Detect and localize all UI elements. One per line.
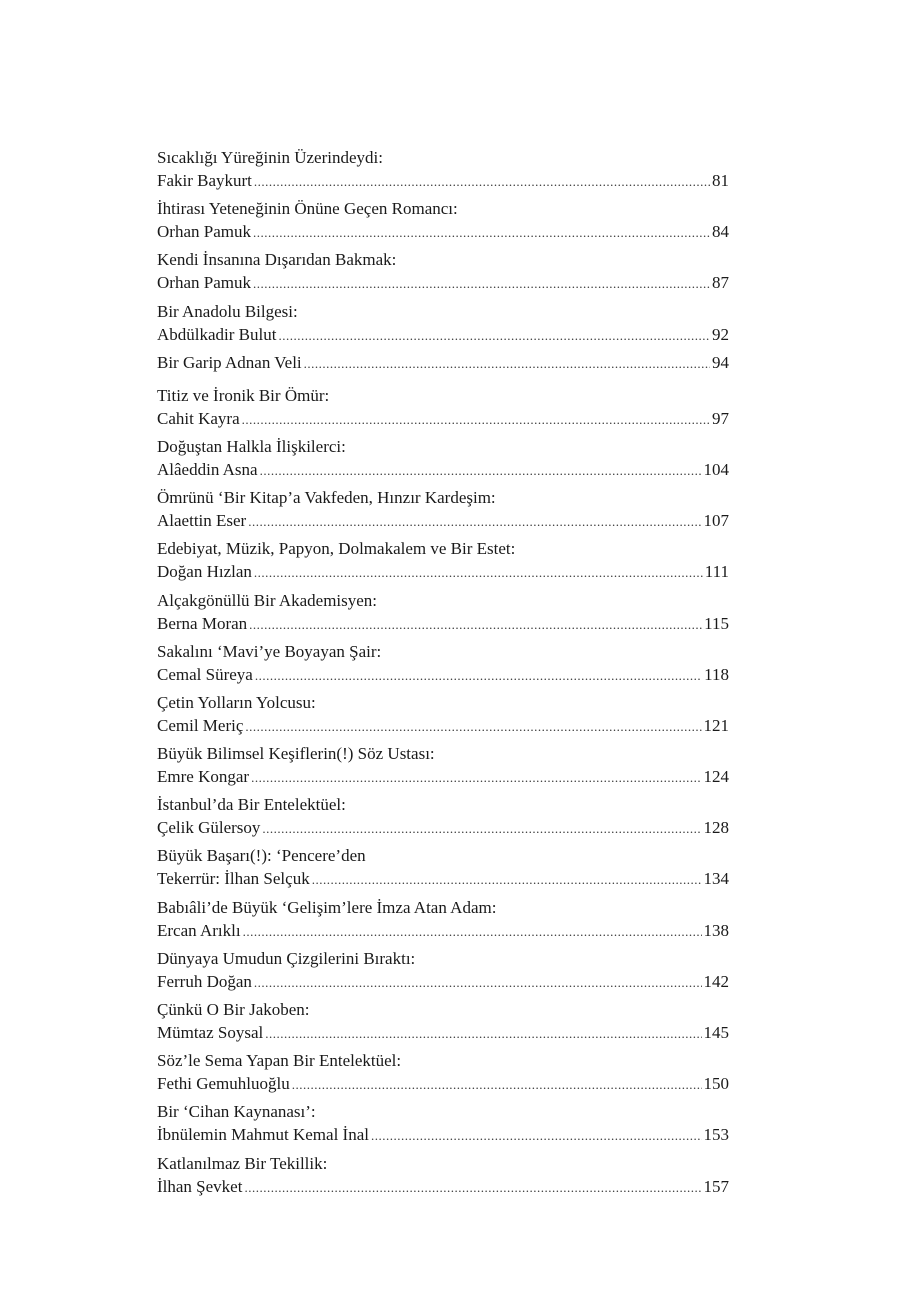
toc-entry-line: [157, 271, 729, 294]
toc-entry-line: [157, 714, 729, 737]
toc-entry-line: [157, 612, 729, 635]
toc-entry-author: Alâeddin Asna: [157, 459, 258, 479]
dot-leader: [254, 561, 703, 584]
toc-entry-line: [157, 509, 729, 532]
dot-leader: [253, 272, 710, 295]
toc-entry-title: Dünyaya Umudun Çizgilerini Bıraktı:: [157, 948, 416, 968]
toc-entry: [157, 844, 729, 890]
toc-entry-author: Emre Kongar: [157, 767, 250, 787]
toc-entry-line: [157, 351, 729, 374]
dot-leader: [260, 459, 702, 482]
toc-entry-title: Doğuştan Halkla İlişkilerci:: [157, 436, 346, 456]
toc-entry-line: [157, 765, 729, 788]
toc-entry-author: Ferruh Doğan: [157, 971, 252, 991]
toc-entry: [157, 896, 729, 942]
toc-entry: [157, 640, 729, 686]
toc-entry: [157, 742, 729, 788]
toc-entry-title: Büyük Bilimsel Keşiflerin(!) Söz Ustası:: [157, 744, 435, 764]
toc-entry-line: [157, 169, 729, 192]
toc-entry-line: [157, 663, 729, 686]
toc-entry-author: Çelik Gülersoy: [157, 818, 261, 838]
dot-leader: [312, 868, 702, 891]
toc-entry-line: [157, 458, 729, 481]
toc-entry-title: Kendi İnsanına Dışarıdan Bakmak:: [157, 250, 397, 270]
toc-entry-author: Alaettin Eser: [157, 511, 247, 531]
toc-entry-title: Çünkü O Bir Jakoben:: [157, 1000, 310, 1019]
toc-entry-title: Bir Anadolu Bilgesi:: [157, 301, 298, 321]
toc-entry: [157, 351, 729, 374]
toc-entry-title: Çetin Yolların Yolcusu:: [157, 692, 316, 712]
toc-entry-line: [157, 407, 729, 430]
toc-entry-page: 111: [704, 562, 729, 582]
table-of-contents: [157, 146, 729, 1203]
toc-entry: [157, 1049, 729, 1095]
toc-entry-page: 153: [703, 1125, 729, 1145]
dot-leader: [243, 920, 702, 943]
dot-leader: [254, 170, 710, 193]
toc-entry-author: Cahit Kayra: [157, 408, 240, 428]
toc-entry-title: Katlanılmaz Bir Tekillik:: [157, 1153, 328, 1173]
dot-leader: [255, 664, 702, 687]
toc-entry-author: Bir Garip Adnan Veli: [157, 352, 302, 372]
toc-entry-title: Alçakgönüllü Bir Akademisyen:: [157, 590, 378, 610]
toc-entry-author: İlhan Şevket: [157, 1176, 243, 1196]
toc-entry-page: 145: [703, 1023, 729, 1042]
toc-entry-page: 84: [712, 222, 729, 242]
toc-entry-author: Abdülkadir Bulut: [157, 324, 277, 344]
toc-entry-title: İhtirası Yeteneğinin Önüne Geçen Romancı:: [157, 199, 458, 219]
dot-leader: [248, 510, 701, 533]
dot-leader: [304, 352, 710, 375]
toc-entry-author: Berna Moran: [157, 613, 248, 633]
toc-entry-title: Titiz ve İronik Bir Ömür:: [157, 385, 330, 405]
toc-entry-title: Söz’le Sema Yapan Bir Entelektüel:: [157, 1051, 402, 1071]
toc-entry-line: [157, 220, 729, 243]
toc-entry: [157, 146, 729, 192]
toc-entry: [157, 486, 729, 532]
toc-entry: [157, 691, 729, 737]
toc-entry-line: [157, 867, 729, 890]
toc-entry: [157, 197, 729, 243]
toc-entry-page: 150: [703, 1074, 729, 1094]
toc-entry-line: [157, 1175, 729, 1198]
toc-entry-author: Fakir Baykurt: [157, 171, 252, 190]
toc-entry-title: İstanbul’da Bir Entelektüel:: [157, 795, 346, 815]
toc-entry-page: 124: [703, 767, 729, 787]
dot-leader: [251, 766, 701, 789]
toc-entry-page: 87: [712, 273, 729, 293]
toc-entry-title: Sakalını ‘Mavi’ye Boyayan Şair:: [157, 641, 382, 661]
toc-entry-author: Fethi Gemuhluoğlu: [157, 1074, 290, 1094]
toc-entry: [157, 947, 729, 993]
toc-entry-author: Orhan Pamuk: [157, 222, 251, 242]
toc-entry-page: 118: [704, 664, 729, 684]
toc-entry-page: 107: [703, 511, 729, 531]
dot-leader: [262, 817, 701, 840]
toc-entry-line: [157, 560, 729, 583]
toc-entry-page: 142: [703, 971, 729, 991]
toc-entry-page: 81: [712, 171, 729, 190]
toc-entry-title: Bir ‘Cihan Kaynanası’:: [157, 1102, 316, 1122]
dot-leader: [265, 1022, 701, 1045]
toc-entry-page: 92: [712, 324, 729, 344]
toc-entry-page: 138: [703, 920, 729, 940]
dot-leader: [242, 408, 710, 431]
toc-entry-title: Babıâli’de Büyük ‘Gelişim’lere İmza Atan Adam:: [157, 897, 497, 917]
dot-leader: [292, 1073, 702, 1096]
toc-entry-line: [157, 816, 729, 839]
toc-entry-author: Tekerrür: İlhan Selçuk: [157, 869, 310, 889]
toc-entry: [157, 793, 729, 839]
dot-leader: [244, 1176, 701, 1199]
dot-leader: [371, 1124, 702, 1147]
toc-entry: [157, 589, 729, 635]
toc-entry-title: Edebiyat, Müzik, Papyon, Dolmakalem ve Bir Estet:: [157, 539, 516, 559]
toc-entry-page: 104: [703, 459, 729, 479]
toc-entry-page: 157: [703, 1176, 729, 1196]
toc-entry: [157, 1152, 729, 1198]
toc-entry-line: [157, 1123, 729, 1146]
toc-entry: [157, 300, 729, 346]
toc-entry-page: 121: [703, 715, 729, 735]
toc-entry: [157, 537, 729, 583]
toc-entry-author: Ercan Arıklı: [157, 920, 241, 940]
toc-entry: [157, 1100, 729, 1146]
dot-leader: [249, 613, 702, 636]
toc-entry-line: [157, 323, 729, 346]
dot-leader: [245, 715, 701, 738]
toc-entry-title: Büyük Başarı(!): ‘Pencere’den: [157, 846, 366, 866]
dot-leader: [278, 324, 710, 347]
dot-leader: [254, 971, 702, 994]
toc-entry-author: Cemal Süreya: [157, 664, 253, 684]
dot-leader: [253, 221, 710, 244]
toc-entry: [157, 384, 729, 430]
toc-entry-page: 128: [703, 818, 729, 838]
toc-entry: [157, 248, 729, 294]
toc-entry: [157, 435, 729, 481]
toc-entry-page: 97: [712, 408, 729, 428]
toc-entry: [157, 998, 729, 1044]
toc-entry-line: [157, 1072, 729, 1095]
toc-entry-author: Mümtaz Soysal: [157, 1023, 264, 1042]
toc-entry-line: [157, 1021, 729, 1044]
toc-entry-line: [157, 919, 729, 942]
toc-entry-line: [157, 970, 729, 993]
toc-entry-author: Orhan Pamuk: [157, 273, 251, 293]
toc-entry-author: Doğan Hızlan: [157, 562, 252, 582]
toc-entry-page: 115: [704, 613, 729, 633]
toc-entry-title: Ömrünü ‘Bir Kitap’a Vakfeden, Hınzır Kardeşim:: [157, 488, 496, 508]
toc-entry-author: Cemil Meriç: [157, 715, 244, 735]
toc-entry-author: İbnülemin Mahmut Kemal İnal: [157, 1125, 369, 1145]
toc-entry-title: Sıcaklığı Yüreğinin Üzerindeydi:: [157, 148, 383, 167]
toc-entry-page: 134: [703, 869, 729, 889]
toc-entry-page: 94: [712, 352, 729, 372]
